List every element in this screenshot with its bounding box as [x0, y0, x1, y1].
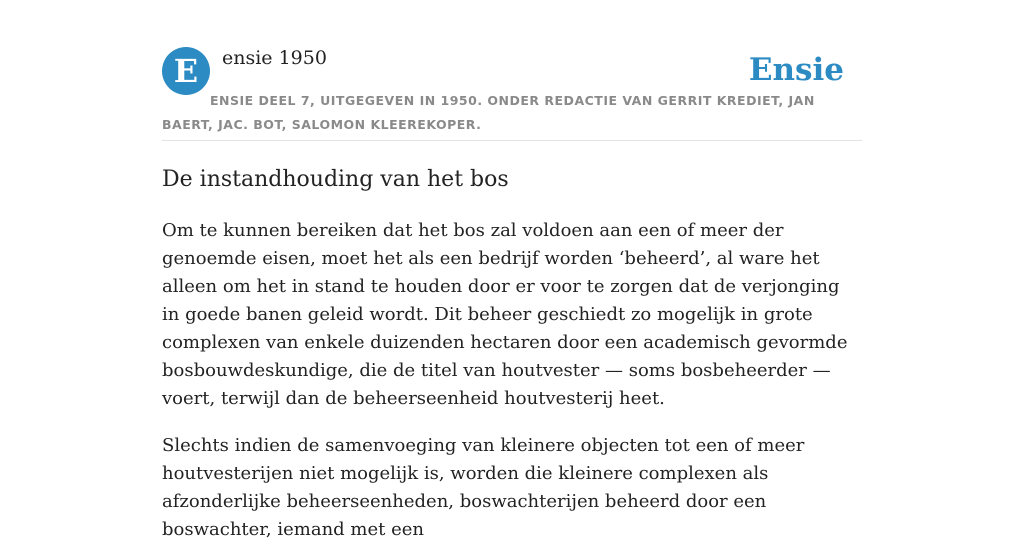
site-title[interactable]: ensie 1950 — [222, 47, 327, 69]
article-paragraph: Om te kunnen bereiken dat het bos zal voldoen aan een of meer der genoemde eisen, moet het als een bedrijf worden ‘beheerd’, al ware het alleen om het in stand te houden door er voor te zorgen dat de verjonging in goede banen geleid wordt. Dit beheer geschiedt zo mogelijk in grote complexen van enkele duizenden hectaren door een academisch gevormde bosbouwdeskundige, die de titel van houtvester — soms bosbeheerder — voert, terwijl dan de beheerseenheid houtvesterij heet. — [162, 220, 848, 409]
article-title: De instandhouding van het bos — [162, 167, 509, 192]
brand-logo[interactable]: Ensie — [748, 52, 844, 88]
ensie-logo-icon[interactable]: E — [162, 47, 210, 95]
site-header — [162, 0, 862, 141]
article-paragraph: Slechts indien de samenvoeging van kleinere objecten tot een of meer houtvesterijen niet mogelijk is, worden die kleinere complexen als afzonderlijke beheerseenheden, boswachterijen beheerd door een boswachter, iemand met een — [162, 435, 805, 540]
content-container — [162, 0, 862, 544]
edition-subtitle: ENSIE DEEL 7, UITGEGEVEN IN 1950. ONDER REDACTIE VAN GERRIT KREDIET, JAN BAERT, JAC. BOT, SALOMON KLEEREKOPER. — [162, 93, 815, 132]
